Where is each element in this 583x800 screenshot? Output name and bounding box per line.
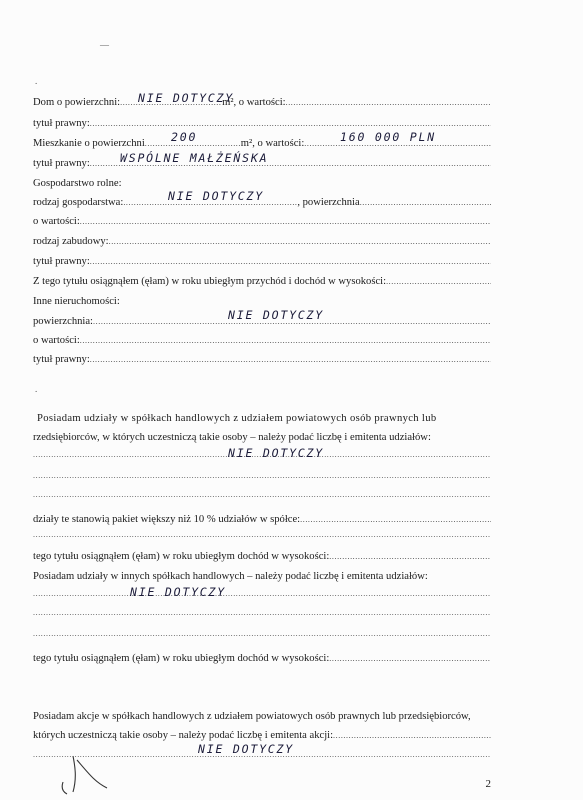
tytul-label-4: tytuł prawny: — [33, 354, 90, 365]
section2-answer-line-2 — [33, 471, 491, 484]
row-owartosci-2 — [33, 334, 491, 347]
ztego-dots-1 — [386, 275, 491, 288]
section2-handwriting-2: NIE DOTYCZY — [130, 585, 226, 599]
dom-handwriting: NIE DOTYCZY — [138, 91, 234, 105]
dom-value-dots — [286, 96, 491, 109]
powierzchnia-inline-dots — [360, 196, 491, 209]
section2-paragraph-line1: Posiadam udziały w spółkach handlowych z udziałem powiatowych osób prawnych lub — [37, 413, 437, 424]
mieszkanie-value-label: m², o wartości: — [240, 138, 305, 149]
row-owartosci-1 — [33, 215, 491, 228]
section2-handwriting-1: NIE DOTYCZY — [228, 446, 324, 460]
mieszkanie-value-handwriting: 160 000 PLN — [340, 130, 436, 144]
ztego-dots-2 — [329, 550, 491, 563]
row-pakiet — [33, 513, 491, 526]
inne-udzialy-answer-line-2 — [33, 608, 491, 621]
powierzchnia-handwriting: NIE DOTYCZY — [228, 308, 324, 322]
dom-value-label: m², o wartości: — [222, 97, 286, 108]
row-tytul-3 — [33, 255, 491, 268]
ztego-dots-3 — [329, 652, 491, 665]
inne-udzialy-paragraph: Posiadam udziały w innych spółkach handlowych – należy podać liczbę i emitenta udziałów: — [33, 571, 428, 582]
mieszkanie-area-handwriting: 200 — [171, 130, 198, 144]
tytul-handwriting-2: WSPÓLNE MAŁŻEŃSKA — [120, 151, 269, 165]
tytul-label-2: tytuł prawny: — [33, 158, 90, 169]
row-section3-line2 — [33, 729, 491, 742]
inne-udzialy-answer-line-3 — [33, 629, 491, 642]
top-dash: — — [100, 40, 109, 50]
section2-paragraph-line2: rzedsiębiorców, w których uczestniczą takie osoby – należy podać liczbę i emitenta udziałów: — [33, 432, 431, 443]
section3-handwriting: NIE DOTYCZY — [198, 742, 294, 756]
row-tytul-4 — [33, 353, 491, 366]
tytul-dots-1 — [90, 117, 491, 130]
row-rodzaj-zabudowy — [33, 235, 491, 248]
owartosci-label-2: o wartości: — [33, 335, 80, 346]
tytul-dots-3 — [90, 255, 491, 268]
gospodarstwo-heading: Gospodarstwo rolne: — [33, 178, 122, 189]
row-ztego-1 — [33, 275, 491, 288]
row-ztego-2 — [33, 550, 491, 563]
section3-paragraph-line1: Posiadam akcje w spółkach handlowych z udziałem powiatowych osób prawnych lub przedsiębiorców, — [33, 711, 471, 722]
dom-label: Dom o powierzchni: — [33, 97, 121, 108]
pakiet-label: działy te stanowią pakiet większy niż 10 % udziałów w spółce: — [33, 514, 301, 525]
rodzaj-zabudowy-dots — [109, 235, 491, 248]
row-ztego-3 — [33, 652, 491, 665]
section2-answer-line-3 — [33, 490, 491, 503]
row-dom — [33, 96, 491, 109]
rodzaj-label: rodzaj gospodarstwa: — [33, 197, 124, 208]
tytul-label-3: tytuł prawny: — [33, 256, 90, 267]
rodzaj-handwriting: NIE DOTYCZY — [168, 189, 264, 203]
section3-paragraph-line2: których uczestniczą takie osoby – należy podać liczbę i emitenta akcji: — [33, 730, 334, 741]
owartosci-dots-2 — [80, 334, 491, 347]
page-number: 2 — [485, 778, 491, 790]
powierzchnia-inline-label: , powierzchnia — [297, 197, 360, 208]
rodzaj-zabudowy-label: rodzaj zabudowy: — [33, 236, 109, 247]
owartosci-dots-1 — [80, 215, 491, 228]
ztego-label-1: Z tego tytułu osiągnąłem (ęłam) w roku ubiegłym przychód i dochód w wysokości: — [33, 276, 387, 287]
stray-dot: . — [35, 76, 38, 86]
owartosci-label-1: o wartości: — [33, 216, 80, 227]
tytul-dots-4 — [90, 353, 491, 366]
inne-heading: Inne nieruchomości: — [33, 296, 120, 307]
pakiet-answer-line — [33, 530, 491, 543]
mieszkanie-label: Mieszkanie o powierzchni — [33, 138, 145, 149]
pakiet-dots — [300, 513, 491, 526]
tytul-label-1: tytuł prawny: — [33, 118, 90, 129]
inne-udzialy-answer-line-1 — [33, 589, 491, 602]
ztego-label-2: tego tytułu osiągnąłem (ęłam) w roku ubiegłym dochód w wysokości: — [33, 551, 330, 562]
stray-dot-2: . — [35, 384, 38, 394]
ztego-label-3: tego tytułu osiągnąłem (ęłam) w roku ubiegłym dochód w wysokości: — [33, 653, 330, 664]
signature-scribble — [55, 752, 115, 797]
section3-dots-1 — [333, 729, 491, 742]
powierzchnia-label: powierzchnia: — [33, 316, 94, 327]
row-tytul-1 — [33, 117, 491, 130]
